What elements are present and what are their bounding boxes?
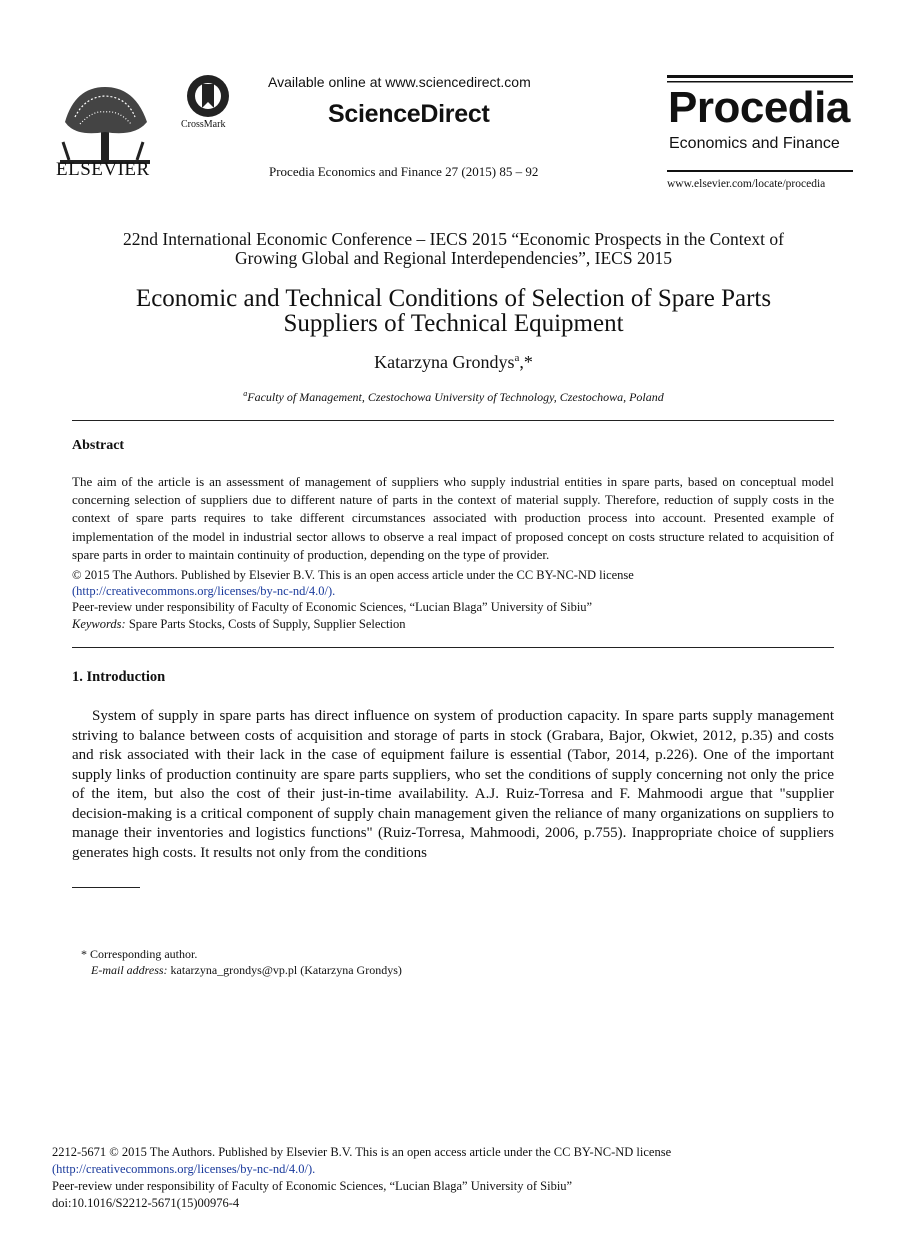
keywords-text: Spare Parts Stocks, Costs of Supply, Supplier Selection — [128, 617, 406, 631]
author-corresponding-mark: ,* — [519, 352, 533, 372]
paper-title — [0, 286, 907, 336]
keywords — [72, 616, 405, 632]
journal-reference: Procedia Economics and Finance 27 (2015) 85 – 92 — [269, 164, 539, 179]
author-name: Katarzyna Grondys — [374, 352, 515, 372]
affiliation-mark: a — [243, 389, 248, 398]
conference-name — [0, 230, 907, 268]
affiliation — [0, 389, 907, 405]
footnote-corresponding: * Corresponding author. — [81, 947, 198, 961]
keywords-label: Keywords: — [72, 617, 126, 631]
divider-top — [72, 420, 834, 421]
divider-bottom — [72, 647, 834, 648]
footnote-email-label: E-mail address: — [91, 963, 168, 977]
footnote-email-address[interactable]: katarzyna_grondys@vp.pl (Katarzyna Grondys) — [170, 963, 402, 977]
crossmark-label: CrossMark — [181, 119, 226, 130]
introduction-heading: 1. Introduction — [72, 669, 166, 685]
affiliation-text: Faculty of Management, Czestochowa University of Technology, Czestochowa, Poland — [247, 390, 664, 404]
abstract-peer-review: Peer-review under responsibility of Faculty of Economic Sciences, “Lucian Blaga” University of Sibiu” — [72, 600, 593, 614]
abstract-copyright: © 2015 The Authors. Published by Elsevier B.V. This is an open access article under the CC BY-NC-ND license — [72, 568, 634, 582]
abstract-text: The aim of the article is an assessment of management of suppliers who supply industrial entities in spare parts, based on conceptual model concerning selection of suppliers due to different nature of parts in the context of material supply. Therefore, reduction of supply costs in the context of spare parts requires to take different circumstances associated with production process into account. Presented example of implementation of the model in industrial sector allows to observe a real impact of proposed concept on costs structure related to acquisition of spare parts in order to maintain continuity of production, depending on the type of provider. — [72, 474, 834, 562]
conference-line-1: 22nd International Economic Conference – IECS 2015 “Economic Prospects in the Context of — [123, 229, 784, 249]
footnote-divider — [72, 887, 140, 888]
author-affiliation-mark: a — [514, 352, 520, 364]
sciencedirect-logo[interactable]: ScienceDirect — [328, 100, 490, 128]
abstract-heading: Abstract — [72, 438, 125, 453]
footer-doi[interactable]: doi:10.1016/S2212-5671(15)00976-4 — [52, 1196, 240, 1210]
footer-issn-copyright: 2212-5671 © 2015 The Authors. Published by Elsevier B.V. This is an open access article under the CC BY-NC-ND license — [52, 1145, 672, 1159]
footer-license-link[interactable]: (http://creativecommons.org/licenses/by-nc-nd/4.0/). — [52, 1162, 316, 1176]
publisher-name: ELSEVIER — [56, 159, 150, 180]
procedia-logo-subtitle: Economics and Finance — [669, 135, 840, 152]
abstract-license-link[interactable]: (http://creativecommons.org/licenses/by-nc-nd/4.0/). — [72, 584, 336, 598]
footer-peer-review: Peer-review under responsibility of Faculty of Economic Sciences, “Lucian Blaga” University of Sibiu” — [52, 1179, 573, 1193]
author — [0, 352, 907, 373]
paper-title-line-2: Suppliers of Technical Equipment — [283, 310, 624, 337]
paper-title-line-1: Economic and Technical Conditions of Selection of Spare Parts — [135, 285, 772, 312]
available-online-text: Available online at www.sciencedirect.com — [268, 74, 531, 90]
introduction-text: System of supply in spare parts has direct influence on system of production capacity. In spare parts supply management striving to balance between costs of acquisition and storage of parts in stock (Grabara, Bajor, Okwiet, 2012, p.35) and costs and risk associated with their lack in the case of equipment failure is essential (Tabor, 2014, p.226). One of the important supply links of production continuity are spare parts suppliers, who set the conditions of supply concerning not only the price of the item, but also the cost of their just-in-time availability. A.J. Ruiz-Torresa and F. Mahmoodi argue that "supplier decision-making is a critical component of supply chain management given the reliance of many organizations on suppliers to manage their inventories and logistics functions" (Ruiz-Torresa, Mahmoodi, 2006, p.755). Inappropriate choice of suppliers generates high costs. It results not only from the conditions — [72, 708, 834, 861]
footnote-email — [91, 963, 402, 978]
procedia-bottom-rule — [667, 159, 853, 173]
conference-line-2: Growing Global and Regional Interdependencies”, IECS 2015 — [235, 248, 672, 268]
procedia-url-link[interactable]: www.elsevier.com/locate/procedia — [667, 178, 826, 190]
procedia-logo-title: Procedia — [668, 83, 850, 132]
